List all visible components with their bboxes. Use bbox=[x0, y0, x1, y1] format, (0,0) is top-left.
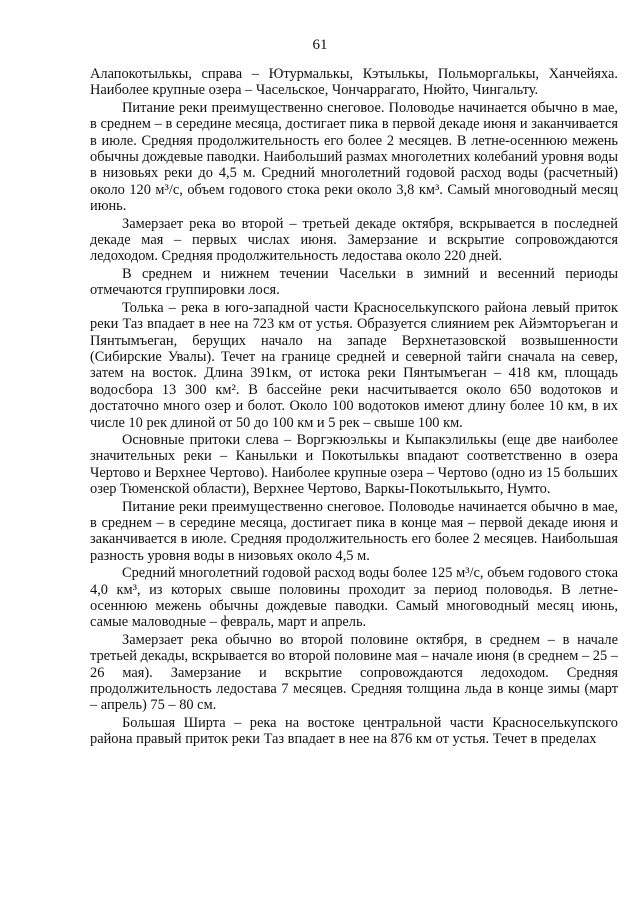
paragraph: Питание реки преимущественно снеговое. Половодье начинается обычно в мае, в среднем – в середине месяца, достигает пика в конце мая – первой декаде июня и заканчивается в июле. Средняя продолжительность его более 2 месяцев. Наибольшая разность уровня воды в низовьях около 4,5 м. bbox=[90, 498, 618, 564]
body-text bbox=[90, 66, 618, 749]
paragraph: Замерзает река обычно во второй половине октября, в среднем – в начале третьей декады, вскрывается во второй половине мая – начале июня (в среднем – 25 – 26 мая). Замерзание и вскрытие сопровождаются ледоходом. Средняя продолжительность ледостава 7 месяцев. Средняя толщина льда в конце зимы (март – апрель) 75 – 80 см. bbox=[90, 631, 618, 714]
paragraph: Алапокотылькы, справа – Ютурмалькы, Кэтылькы, Польморгалькы, Ханчейяха. Наиболее крупные озера – Часельское, Чончаррагато, Нюйто, Чингальту. bbox=[90, 66, 618, 99]
page-number: 61 bbox=[312, 37, 328, 53]
paragraph: Замерзает река во второй – третьей декаде октября, вскрывается в последней декаде мая – первых числах июня. Замерзание и вскрытие сопровождаются ледоходом. Средняя продолжительность ледостава около 220 дней. bbox=[90, 215, 618, 265]
paragraph: Основные притоки слева – Воргэкюэлькы и Кыпакэлилькы (еще две наиболее значительных реки – Каныльки и Покотылькы впадают соответственно в озера Чертово и Верхнее Чертово). Наиболее крупные озера – Чертово (одно из 15 больших озер Тюменской области), Верхнее Чертово, Варкы-Покотылькыто, Нумто. bbox=[90, 431, 618, 498]
paragraph: Средний многолетний годовой расход воды более 125 м³/с, объем годового стока 4,0 км³, из которых свыше половины проходит за период половодья. В летне-осеннюю межень обычны дождевые паводки. Самый многоводный месяц июнь, самые маловодные – февраль, март и апрель. bbox=[90, 565, 618, 631]
paragraph: Питание реки преимущественно снеговое. Половодье начинается обычно в мае, в среднем – в середине месяца, достигает пика в первой декаде июня и заканчивается в июле. Средняя продолжительность его более 2 месяцев. В летне-осеннюю межень обычны дождевые паводки. Наибольший размах многолетних колебаний уровня воды в низовьях реки до 4,5 м. Средний многолетний годовой расход воды (расчетный) около 120 м³/с, объем годового стока реки около 3,8 км³. Самый многоводный месяц июнь. bbox=[90, 99, 618, 215]
paragraph: Большая Ширта – река на востоке центральной части Красноселькупского района правый приток реки Таз впадает в нее на 876 км от устья. Течет в пределах bbox=[90, 714, 618, 748]
paragraph: Толька – река в юго-западной части Красноселькупского района левый приток реки Таз впадает в нее на 723 км от устья. Образуется слиянием рек Айэмторъеган и Пянтымъеган, берущих начало на западе Верхнетазовской возвышенности (Сибирские Увалы). Течет на границе средней и северной тайги сначала на север, затем на восток. Длина 391км, от истока реки Пянтымъеган – 418 км, площадь водосбора 13 300 км². В бассейне реки насчитывается около 650 водотоков и достаточно много озер и болот. Около 100 водотоков имеют длину более 10 км, в их числе 10 рек длиной от 50 до 100 км и 5 рек – свыше 100 км. bbox=[90, 299, 618, 431]
paragraph: В среднем и нижнем течении Часельки в зимний и весенний периоды отмечаются группировки лося. bbox=[90, 265, 618, 299]
